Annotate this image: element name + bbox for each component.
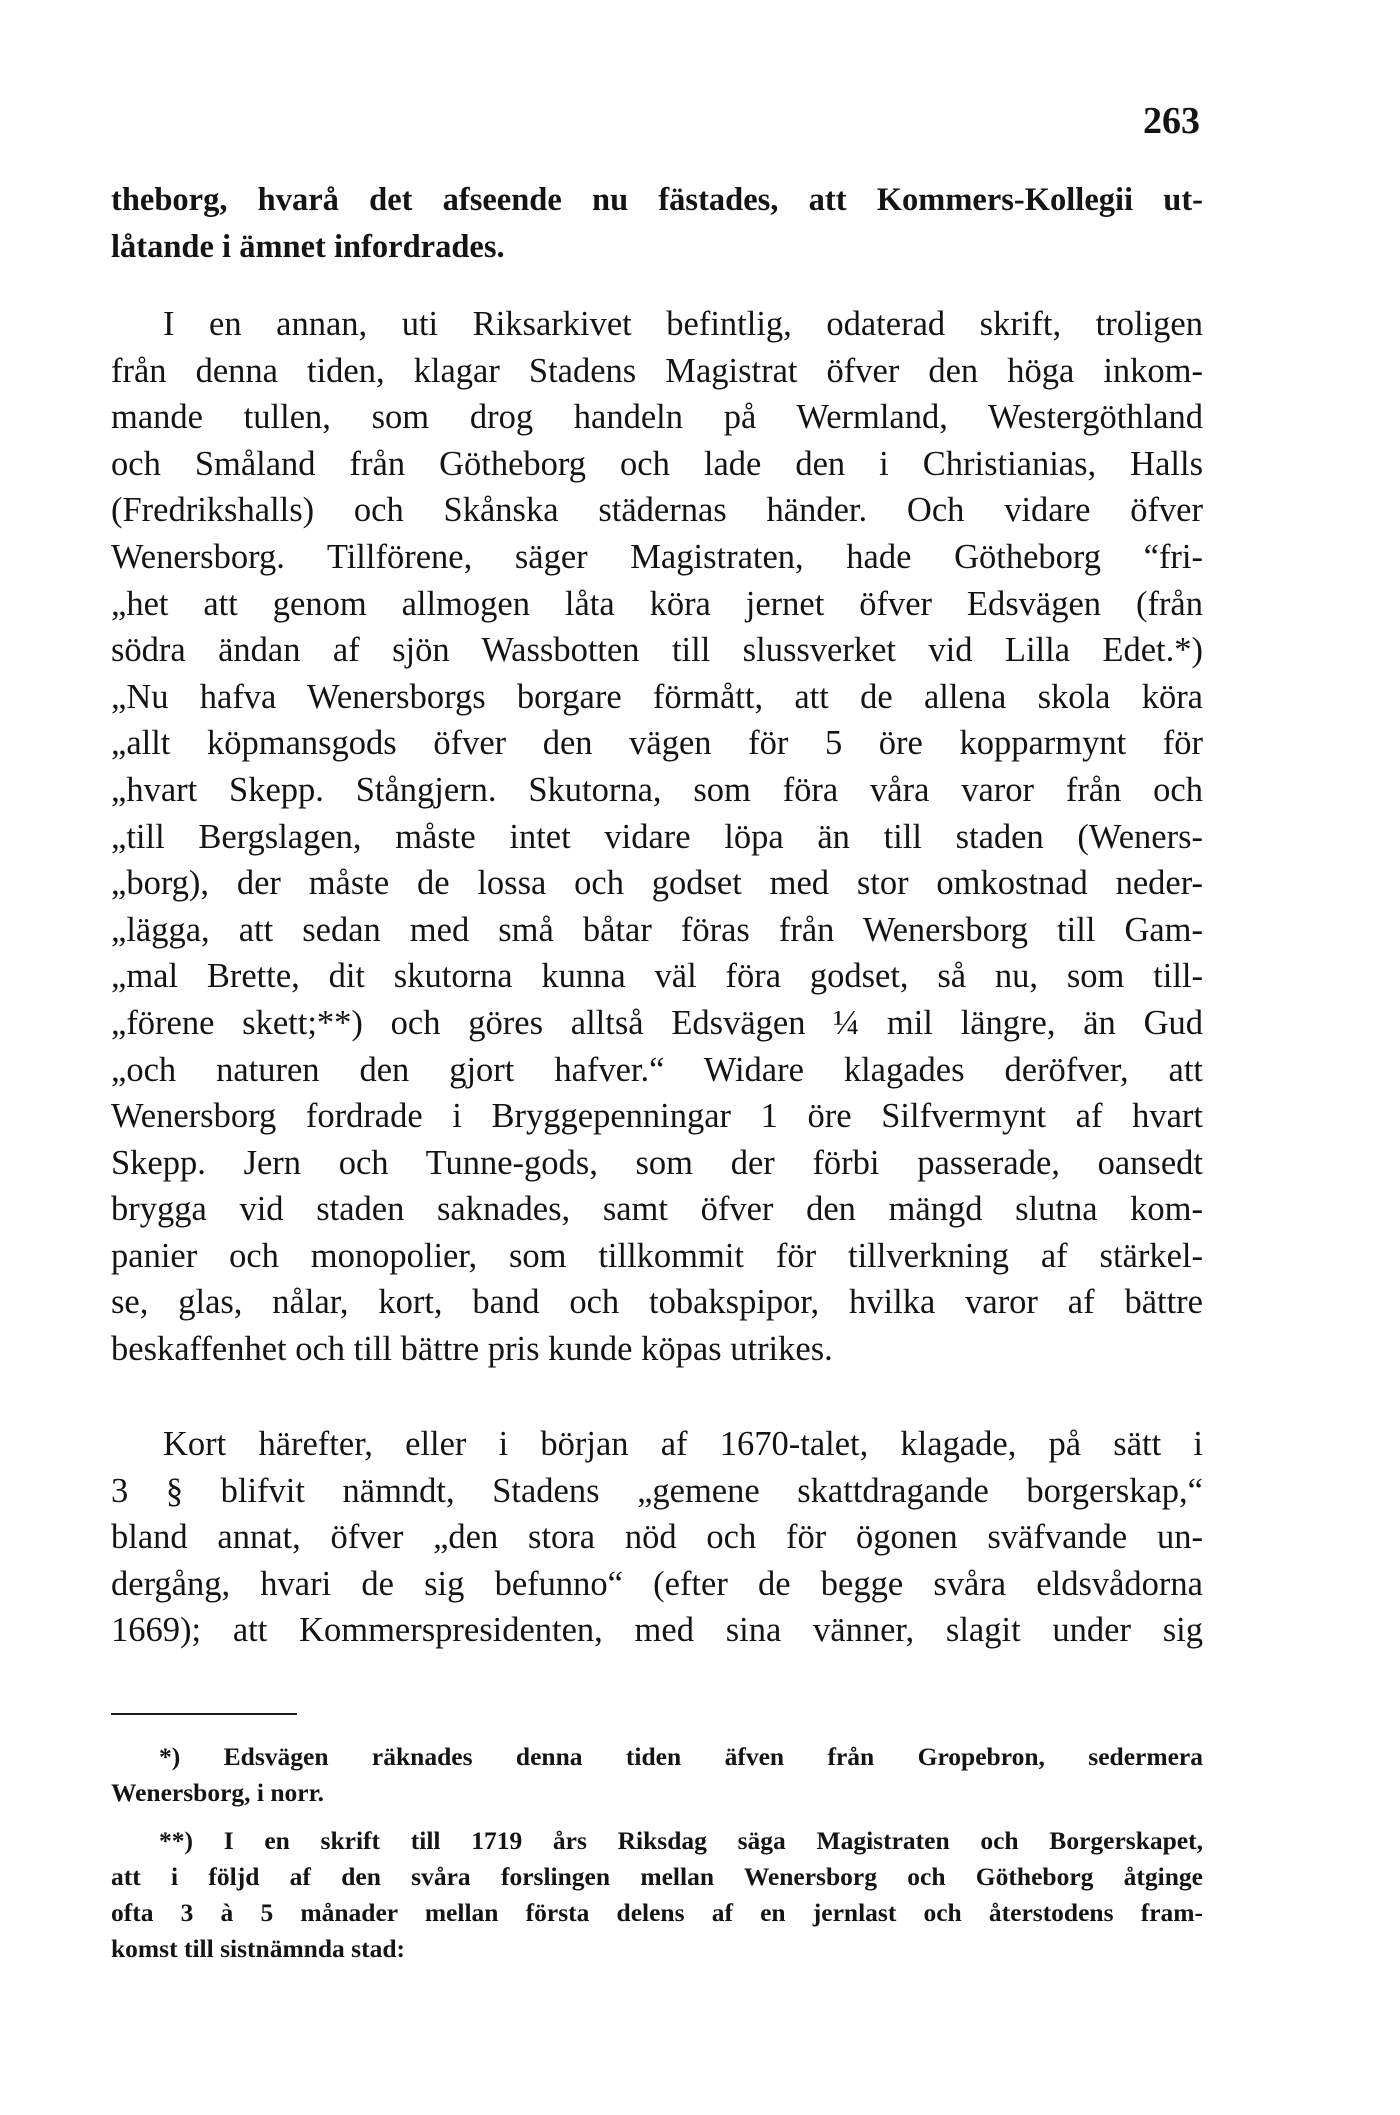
footnote-line: att i följd af den svåra forslingen mellan Wenersborg och Götheborg åtginge [111,1862,1203,1891]
text-line: från denna tiden, klagar Stadens Magistrat öfver den höga inkom- [111,351,1203,390]
footnote-line: Wenersborg, i norr. [111,1778,324,1807]
paragraph-continuation [111,177,1203,270]
footnote-2 [111,1823,1203,1967]
text-line: 1669); att Kommerspresidenten, med sina vänner, slagit under sig [111,1611,1203,1650]
text-line: dergång, hvari de sig befunno“ (efter de begge svåra eldsvådorna [111,1564,1203,1603]
text-line: „förene skett;**) och göres alltså Edsvägen ¼ mil längre, än Gud [111,1003,1203,1042]
footnote-line: komst till sistnämnda stad: [111,1934,406,1963]
text-line: panier och monopolier, som tillkommit för tillverkning af stärkel- [111,1236,1203,1275]
text-line: „och naturen den gjort hafver.“ Widare klagades deröfver, att [111,1050,1203,1089]
text-line: „lägga, att sedan med små båtar föras från Wenersborg till Gam- [111,910,1203,949]
text-line: Kort härefter, eller i början af 1670-talet, klagade, på sätt i [163,1425,1203,1463]
text-line: bland annat, öfver „den stora nöd och för ögonen sväfvande un- [111,1518,1203,1557]
text-line: theborg, hvarå det afseende nu fästades, att Kommers-Kollegii ut- [111,182,1203,218]
text-line: mande tullen, som drog handeln på Wermland, Westergöthland [111,398,1203,437]
text-line: 3 § blifvit nämndt, Stadens „gemene skattdragande borgerskap,“ [111,1471,1203,1510]
paragraph-1670-talet [111,1421,1203,1654]
text-line: „Nu hafva Wenersborgs borgare förmått, att de allena skola köra [111,677,1203,716]
text-line: „till Bergslagen, måste intet vidare löpa än till staden (Weners- [111,817,1203,856]
text-line: „het att genom allmogen låta köra jernet öfver Edsvägen (från [111,584,1203,623]
text-line: Wenersborg fordrade i Bryggepenningar 1 öre Silfvermynt af hvart [111,1097,1203,1136]
text-line: „mal Brette, dit skutorna kunna väl föra godset, så nu, som till- [111,957,1203,996]
text-line: låtande i ämnet infordrades. [111,228,505,265]
footnote-line: ofta 3 à 5 månader mellan första delens af en jernlast och återstodens fram- [111,1898,1203,1927]
footnote-line: *) Edsvägen räknades denna tiden äfven från Gropebron, sedermera [159,1742,1203,1771]
text-line: „hvart Skepp. Stångjern. Skutorna, som föra våra varor från och [111,770,1203,809]
text-line: „allt köpmansgods öfver den vägen för 5 öre kopparmynt för [111,724,1203,763]
text-line: „borg), der måste de lossa och godset med stor omkostnad neder- [111,864,1203,903]
footnote-1 [111,1739,1203,1811]
footnotes [111,1739,1203,1979]
page-number: 263 [1143,100,1200,142]
text-line: (Fredrikshalls) och Skånska städernas händer. Och vidare öfver [111,491,1203,530]
text-line: I en annan, uti Riksarkivet befintlig, odaterad skrift, troligen [163,305,1203,343]
text-line: och Småland från Götheborg och lade den i Christianias, Halls [111,444,1203,483]
text-line: Skepp. Jern och Tunne-gods, som der förbi passerade, oansedt [111,1143,1203,1182]
paragraph-riksarkivet [111,301,1203,1373]
footnote-line: **) I en skrift till 1719 års Riksdag säga Magistraten och Borgerskapet, [159,1826,1203,1855]
text-line: brygga vid staden saknades, samt öfver den mängd slutna kom- [111,1190,1203,1229]
footnote-divider [111,1713,297,1715]
text-line: Wenersborg. Tillförene, säger Magistraten, hade Götheborg “fri- [111,537,1203,576]
text-line: beskaffenhet och till bättre pris kunde köpas utrikes. [111,1330,833,1369]
text-line: södra ändan af sjön Wassbotten till slussverket vid Lilla Edet.*) [111,631,1203,670]
text-line: se, glas, nålar, kort, band och tobakspipor, hvilka varor af bättre [111,1283,1203,1322]
